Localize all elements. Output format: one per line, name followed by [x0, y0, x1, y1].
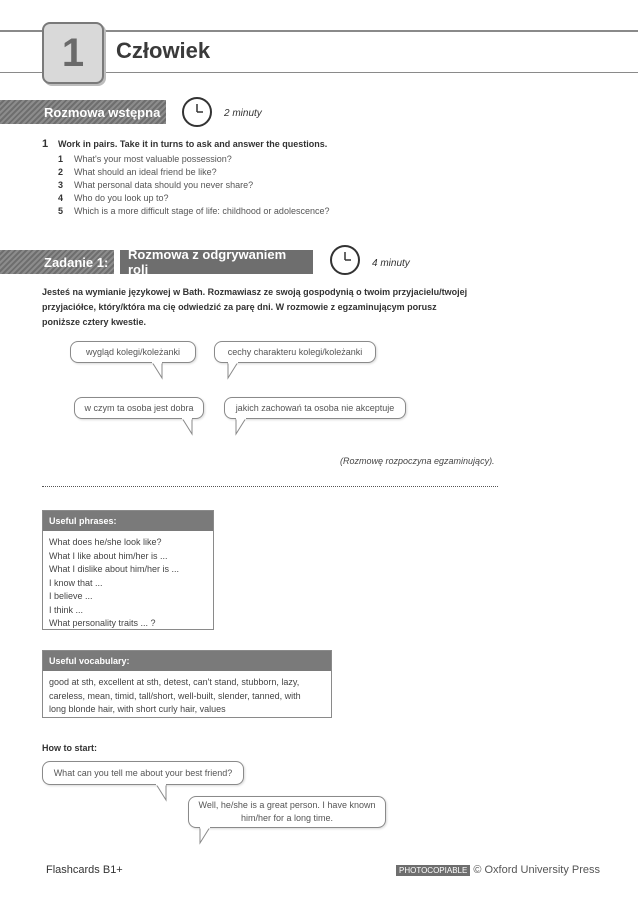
list-item: 1 What's your most valuable possession?: [58, 154, 232, 164]
phrase-list: [43, 531, 213, 636]
task-intro: Jesteś na wymianie językowej w Bath. Rozmawiasz ze swoją gospodynią o twoim przyjacielu/twojej przyjaciółce, który/która ma cię odwiedzić za parę dni. W rozmowie z egzaminującym porusz poniższe cztery kwestie.: [42, 287, 468, 327]
task-number: 1: [42, 138, 49, 150]
clock-icon: [330, 245, 360, 275]
dotted-divider: [42, 486, 498, 487]
list-item: What I dislike about him/her is ...: [49, 564, 180, 574]
speech-bubble: wygląd kolegi/koleżanki: [70, 341, 196, 363]
speech-bubble: jakich zachowań ta osoba nie akceptuje: [224, 397, 406, 419]
useful-vocabulary-panel: [42, 650, 332, 718]
bubble-tail: [234, 418, 250, 436]
task-title-bar: [120, 247, 313, 277]
list-item: 2 What should an ideal friend be like?: [58, 167, 217, 177]
list-item: I believe ...: [49, 591, 93, 601]
list-item: 5 Which is a more difficult stage of life: childhood or adolescence?: [58, 206, 330, 216]
question-list: [58, 154, 378, 219]
time-limit: 4 minuty: [372, 258, 410, 269]
list-item: What I like about him/her is ...: [49, 550, 168, 561]
task-label: Zadanie 1:: [44, 254, 109, 270]
publisher: © Oxford University Press: [473, 864, 601, 876]
list-item: 3 What personal data should you never share?: [58, 180, 254, 190]
bubble-tail: [198, 827, 214, 845]
footer-copyright: [396, 864, 600, 876]
section-bar-rozmowa-wstepna: [0, 100, 166, 124]
panel-title: Useful phrases:: [43, 511, 213, 531]
list-item: I think ...: [49, 604, 84, 615]
section-bar-zadanie-1: [0, 250, 114, 274]
panel-title: Useful vocabulary:: [43, 651, 331, 671]
clock-icon: [182, 97, 212, 127]
unit-title: Człowiek: [116, 38, 211, 63]
list-item: What personality traits ... ?: [49, 618, 156, 628]
bubble-tail: [180, 418, 196, 436]
list-item: What does he/she look like?: [49, 537, 162, 547]
task-instruction: Work in pairs. Take it in turns to ask and answer the questions.: [58, 139, 328, 149]
footer-title: Flashcards B1+: [46, 864, 123, 876]
vocabulary-text: good at sth, excellent at sth, detest, can't stand, stubborn, lazy, careless, mean, timid, tall/short, well-built, slender, tanned, with long blonde hair, with short curly hair, values: [49, 677, 301, 714]
how-to-start-heading: How to start:: [42, 743, 97, 753]
bubble-tail: [226, 362, 242, 380]
bubble-tail: [154, 784, 170, 802]
list-item: 4 Who do you look up to?: [58, 193, 169, 203]
task-title: Rozmowa z odgrywaniem roli: [128, 247, 287, 277]
photocopiable-badge: PHOTOCOPIABLE: [396, 865, 470, 876]
speech-bubble: w czym ta osoba jest dobra: [74, 397, 204, 419]
speech-bubble: Well, he/she is a great person. I have known him/her for a long time.: [188, 796, 386, 828]
time-limit: 2 minuty: [224, 108, 262, 119]
list-item: I know that ...: [49, 577, 103, 588]
speech-bubble: cechy charakteru kolegi/koleżanki: [214, 341, 376, 363]
unit-number: 1: [61, 30, 85, 75]
unit-number-badge: [42, 22, 104, 84]
section-title: Rozmowa wstępna: [44, 104, 161, 120]
useful-phrases-panel: [42, 510, 214, 630]
bubble-tail: [150, 362, 166, 380]
speech-bubble: What can you tell me about your best friend?: [42, 761, 244, 785]
examiner-note: (Rozmowę rozpoczyna egzaminujący).: [340, 456, 495, 466]
